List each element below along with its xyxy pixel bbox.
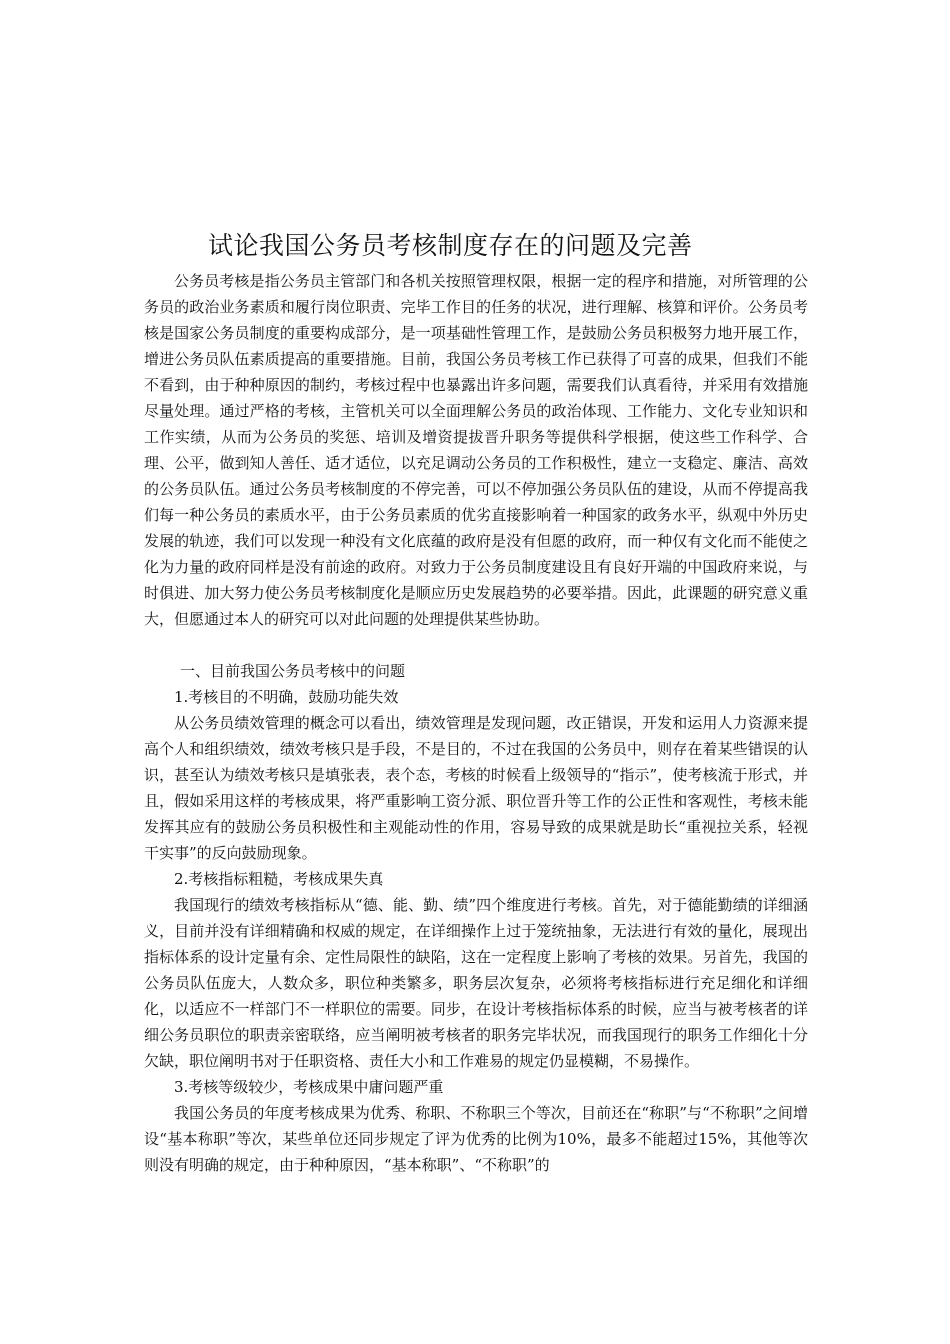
subsection-paragraph-2: 我国现行的绩效考核指标从“德、能、勤、绩”四个维度进行考核。首先，对于德能勤绩的详细涵义，目前并没有详细精确和权威的规定，在详细操作上过于笼统抽象，无法进行有效的量化，展现出指标体系的设计定量有余、定性局限性的缺陷，这在一定程度上影响了考核的效果。另首先，我国的公务员队伍庞大，人数众多，职位种类繁多，职务层次复杂，必须将考核指标进行充足细化和详细化，以适应不一样部门不一样职位的需要。同步，在设计考核指标体系的时候，应当与被考核者的详细公务员职位的职责亲密联络，应当阐明被考核者的职务完毕状况，而我国现行的职务工作细化十分欠缺，职位阐明书对于任职资格、责任大小和工作难易的规定仍显模糊，不易操作。 [144,896,808,1070]
subsection-paragraph-3: 我国公务员的年度考核成果为优秀、称职、不称职三个等次，目前还在“称职”与“不称职”之间增设“基本称职”等次，某些单位还同步规定了评为优秀的比例为10%，最多不能超过15%，其他等次则没有明确的规定，由于种种原因，“基本称职”、“不称职”的 [144,1104,808,1174]
subsection-paragraph-1: 从公务员绩效管理的概念可以看出，绩效管理是发现问题，改正错误，开发和运用人力资源来提高个人和组织绩效，绩效考核只是手段，不是目的，不过在我国的公务员中，则存在着某些错误的认识，甚至认为绩效考核只是填张表，表个态，考核的时候看上级领导的“指示”，使考核流于形式，并且，假如采用这样的考核成果，将严重影响工资分派、职位晋升等工作的公正性和客观性，考核未能发挥其应有的鼓励公务员积极性和主观能动性的作用，容易导致的成果就是助长“重视拉关系，轻视干实事”的反向鼓励现象。 [144,714,808,862]
intro-paragraph: 公务员考核是指公务员主管部门和各机关按照管理权限，根据一定的程序和措施，对所管理的公务员的政治业务素质和履行岗位职责、完毕工作目的任务的状况，进行理解、核算和评价。公务员考核是国家公务员制度的重要构成部分，是一项基础性管理工作，是鼓励公务员积极努力地开展工作，增进公务员队伍素质提高的重要措施。目前，我国公务员考核工作已获得了可喜的成果，但我们不能不看到，由于种种原因的制约，考核过程中也暴露出许多问题，需要我们认真看待，并采用有效措施尽量处理。通过严格的考核，主管机关可以全面理解公务员的政治体现、工作能力、文化专业知识和工作实绩，从而为公务员的奖惩、培训及增资提拔晋升职务等提供科学根据，使这些工作科学、合理、公平，做到知人善任、适才适位，以充足调动公务员的工作积极性，建立一支稳定、廉洁、高效的公务员队伍。通过公务员考核制度的不停完善，可以不停加强公务员队伍的建设，从而不停提高我们每一种公务员的素质水平，由于公务员素质的优劣直接影响着一种国家的政务水平，纵观中外历史发展的轨迹，我们可以发现一种没有文化底蕴的政府是没有但愿的政府，而一种仅有文化而不能使之化为力量的政府同样是没有前途的政府。对致力于公务员制度建设且有良好开端的中国政府来说，与时俱进、加大努力使公务员考核制度化是顺应历史发展趋势的必要举措。因此，此课题的研究意义重大，但愿通过本人的研究可以对此问题的处理提供某些协助。 [144,272,808,628]
subsection-heading-2: 2.考核指标粗糙，考核成果失真 [174,870,384,888]
document-title: 试论我国公务员考核制度存在的问题及完善 [208,231,693,260]
document-page [144,228,808,1178]
section-heading: 一、目前我国公务员考核中的问题 [180,662,406,680]
subsection-heading-3: 3.考核等级较少，考核成果中庸问题严重 [174,1078,444,1096]
subsection-heading-1: 1.考核目的不明确，鼓励功能失效 [174,688,399,706]
paragraph-gap [144,632,808,658]
